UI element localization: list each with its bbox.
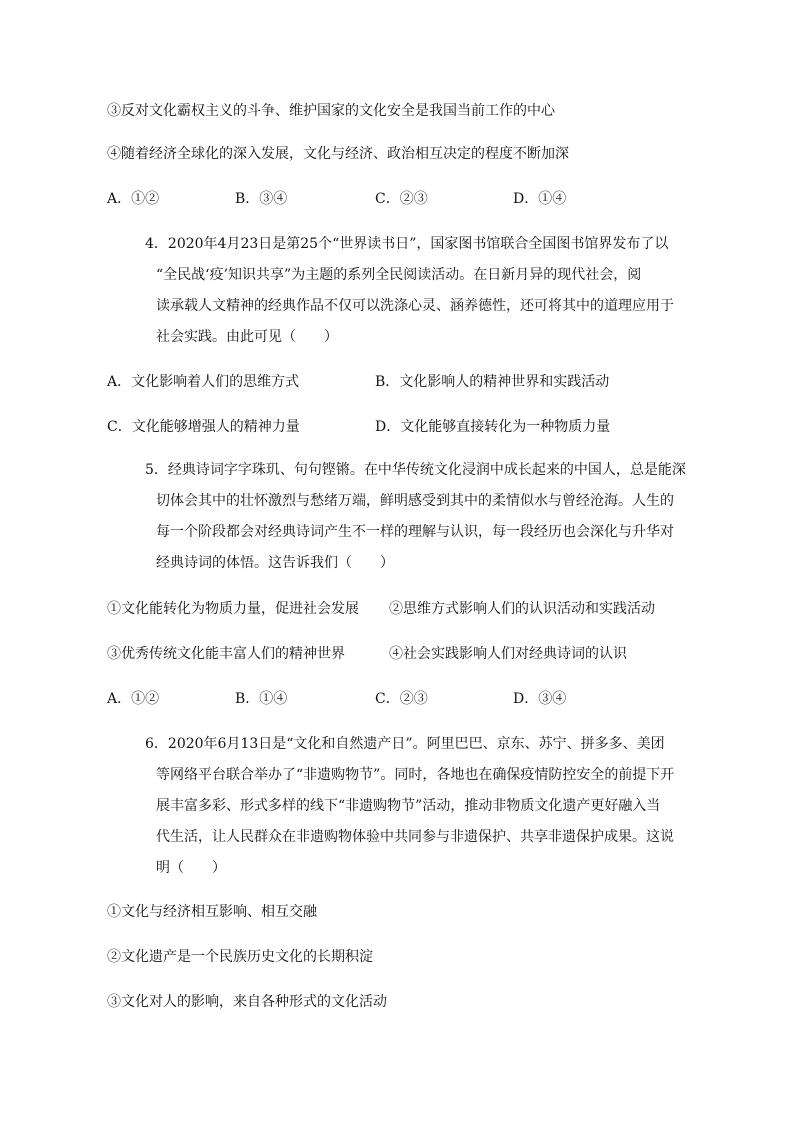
option-d: D．①④ xyxy=(513,191,567,207)
q6-statement-3: ③文化对人的影响，来自各种形式的文化活动 xyxy=(107,994,387,1010)
q5-statement-1: ①文化能转化为物质力量，促进社会发展 xyxy=(107,601,359,617)
question-5-line: 5．经典诗词字字珠玑、句句铿锵。在中华传统文化浸润中成长起来的中国人，总是能深 xyxy=(145,462,686,478)
q5-option-b: B．①④ xyxy=(235,691,288,707)
q5-option-a: A．①② xyxy=(107,691,160,707)
question-6-line: 展丰富多彩、形式多样的线下“非遗购物节”活动，推动非物质文化遗产更好融入当 xyxy=(156,798,661,814)
option-c: C．②③ xyxy=(375,191,428,207)
question-5-line: 每一个阶段都会对经典诗词产生不一样的理解与认识，每一段经历也会深化与升华对 xyxy=(156,524,674,540)
question-6-line: 等网络平台联合举办了“非遗购物节”。同时，各地也在确保疫情防控安全的前提下开 xyxy=(156,767,675,783)
q4-option-c: C．文化能够增强人的精神力量 xyxy=(107,419,300,435)
q5-statement-4: ④社会实践影响人们对经典诗词的认识 xyxy=(389,646,627,662)
q4-option-b: B．文化影响人的精神世界和实践活动 xyxy=(375,374,610,390)
question-4-line: 4．2020年4月23日是第25个“世界读书日”，国家图书馆联合全国图书馆界发布了以 xyxy=(145,236,669,252)
question-5-line: 切体会其中的壮怀激烈与愁绪万端，鲜明感受到其中的柔情似水与曾经沧海。人生的 xyxy=(156,493,674,509)
option-b: B．③④ xyxy=(235,191,288,207)
q5-statement-3: ③优秀传统文化能丰富人们的精神世界 xyxy=(107,646,345,662)
question-4-line: 读承载人文精神的经典作品不仅可以洗涤心灵、涵养德性，还可将其中的道理应用于 xyxy=(156,298,674,314)
question-6-line: 明（ ） xyxy=(156,860,226,876)
q4-option-a: A．文化影响着人们的思维方式 xyxy=(107,374,300,390)
question-4-line: 社会实践。由此可见（ ） xyxy=(156,329,338,345)
question-5-line: 经典诗词的体悟。这告诉我们（ ） xyxy=(156,555,394,571)
q5-option-c: C．②③ xyxy=(375,691,428,707)
option-a: A．①② xyxy=(107,191,160,207)
question-6-line: 代生活，让人民群众在非遗购物体验中共同参与非遗保护、共享非遗保护成果。这说 xyxy=(156,829,674,845)
question-6-line: 6．2020年6月13日是“文化和自然遗产日”。阿里巴巴、京东、苏宁、拼多多、美团 xyxy=(145,736,665,752)
question-4-line: “全民战‘疫’知识共享”为主题的系列全民阅读活动。在日新月异的现代社会，阅 xyxy=(156,267,642,283)
q5-statement-2: ②思维方式影响人们的认识活动和实践活动 xyxy=(389,601,655,617)
prev-statement-3: ③反对文化霸权主义的斗争、维护国家的文化安全是我国当前工作的中心 xyxy=(107,103,555,119)
q4-option-d: D．文化能够直接转化为一种物质力量 xyxy=(375,419,611,435)
q6-statement-2: ②文化遗产是一个民族历史文化的长期积淀 xyxy=(107,949,373,965)
prev-statement-4: ④随着经济全球化的深入发展，文化与经济、政治相互决定的程度不断加深 xyxy=(107,146,569,162)
q5-option-d: D．③④ xyxy=(513,691,567,707)
q6-statement-1: ①文化与经济相互影响、相互交融 xyxy=(107,904,317,920)
